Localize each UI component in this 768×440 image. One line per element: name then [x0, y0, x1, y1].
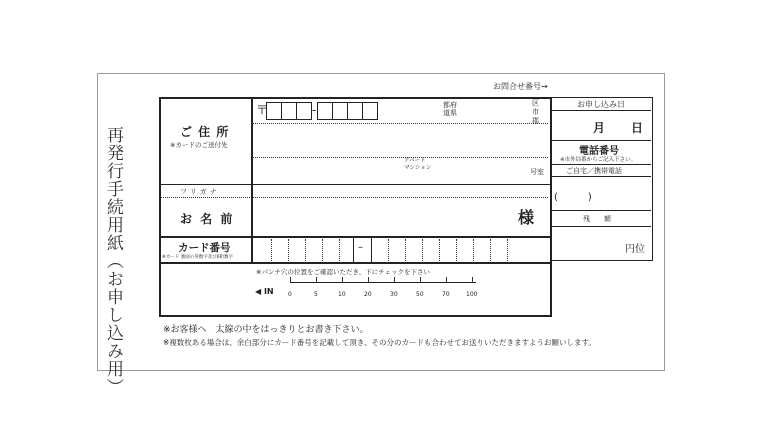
- note-2: ※複数枚ある場合は、余白部分にカード番号を記載して頂き、その分のカードも合わせてお送りいただきますようお願いします。: [163, 338, 596, 347]
- month-label: 月: [593, 121, 606, 135]
- scale-20: 20: [364, 291, 372, 298]
- card-number-label: カード番号: [178, 242, 231, 254]
- card-number-sublabel: ※カード 裏面の英数字及び6桁数字: [162, 255, 234, 260]
- unit-label: 円位: [625, 244, 645, 255]
- phone-label: 電話番号: [579, 146, 619, 157]
- address-label: ご 住 所: [180, 125, 230, 139]
- scale-0: 0: [288, 291, 292, 298]
- postal-mark: 〒: [256, 103, 269, 117]
- furigana-label: フリガナ: [180, 188, 220, 196]
- form-title: 再発行手続用紙（お申し込み用）: [103, 126, 123, 396]
- apply-date-label: お申し込み日: [577, 100, 625, 109]
- prefecture-label: 都府 道県: [443, 101, 457, 117]
- phone-type: ご自宅／携帯電話: [566, 167, 622, 175]
- city-label: 区 市 郡: [532, 99, 539, 125]
- address-sublabel: ※カードのご送付先: [170, 141, 228, 149]
- scale-10: 10: [338, 291, 346, 298]
- scale-5: 5: [314, 291, 318, 298]
- phone-parens: ( ): [554, 192, 592, 203]
- inquiry-label: お問合せ番号→: [493, 82, 548, 91]
- honorific: 様: [518, 208, 535, 227]
- scale-70: 70: [442, 291, 450, 298]
- balance-label: 残 額: [583, 215, 611, 223]
- in-label: ◀ IN: [255, 287, 274, 296]
- scale-30: 30: [390, 291, 398, 298]
- room-label: 号室: [530, 168, 544, 176]
- scale-100: 100: [466, 291, 478, 298]
- note-1: ※お客様へ 太線の中をはっきりとお書き下さい。: [163, 325, 369, 335]
- apartment-label: アパート マンション: [404, 158, 432, 171]
- phone-note: ※市外局番からご記入下さい。: [560, 157, 637, 163]
- scale-50: 50: [416, 291, 424, 298]
- day-label: 日: [631, 121, 644, 135]
- punch-instruction: ※パンチ穴の位置をご確認いただき、下にチェックを下さい: [256, 268, 430, 276]
- name-label: お 名 前: [180, 212, 235, 226]
